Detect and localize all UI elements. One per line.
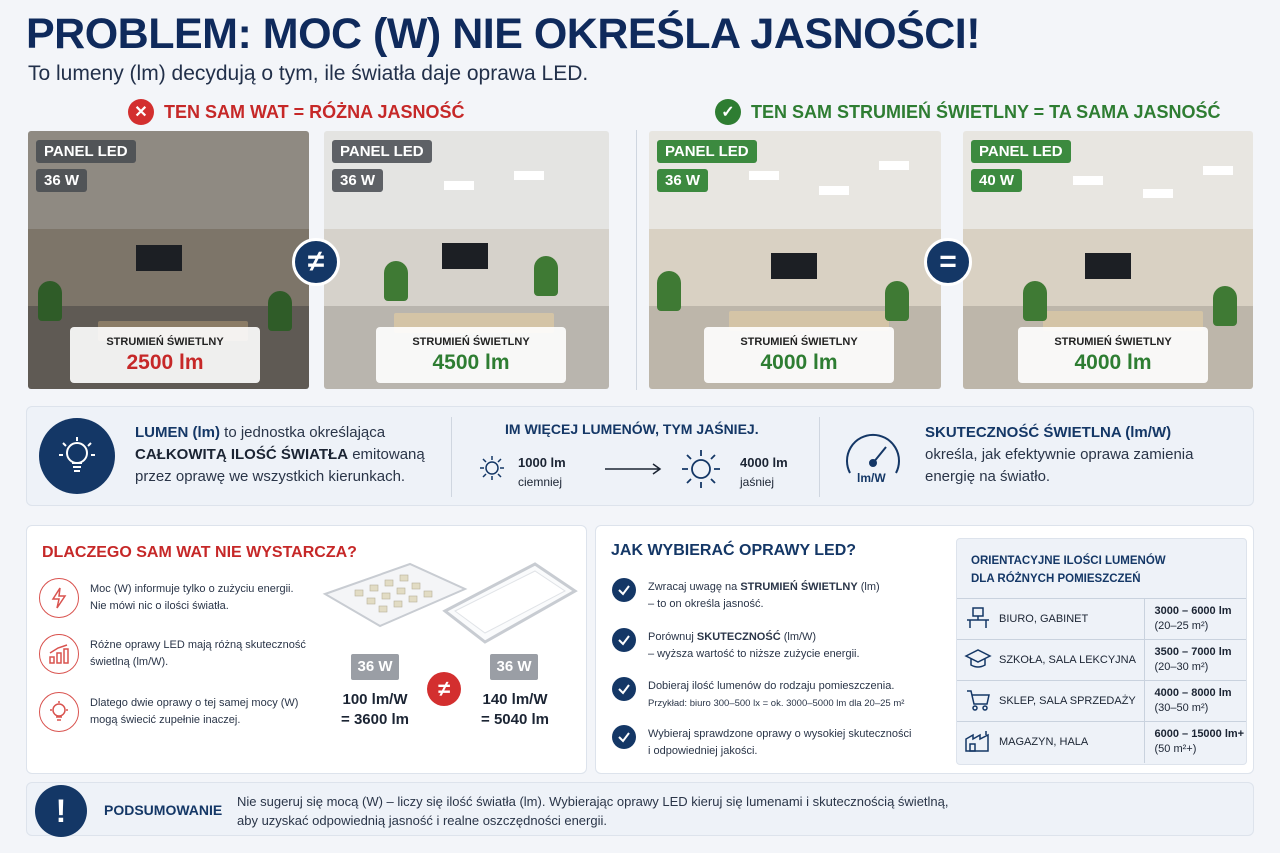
flux-value: 2500 lm bbox=[126, 351, 204, 374]
led-panel-frame-illustration bbox=[440, 556, 580, 653]
left-watt-tag: 36 W bbox=[351, 654, 399, 680]
why-panel bbox=[26, 525, 587, 774]
check-icon bbox=[612, 628, 636, 652]
choose-item-2: Porównuj SKUTECZNOŚĆ (lm/W) – wyższa wartość to niższe zużycie energii. bbox=[648, 631, 860, 660]
choose-item-4: Wybieraj sprawdzone oprawy o wysokiej skuteczności i odpowiedniej jakości. bbox=[648, 728, 912, 757]
room-photo-equal-a bbox=[649, 131, 941, 389]
summary-bar bbox=[26, 782, 1254, 836]
not-equal-icon: ≠ bbox=[427, 672, 461, 706]
low-lumen-label: ciemniej bbox=[518, 475, 563, 489]
info-bar bbox=[26, 406, 1254, 506]
why-item-2: Różne oprawy LED mają różną skuteczność świetlną (lm/W). bbox=[90, 639, 306, 668]
why-item-1: Moc (W) informuje tylko o zużyciu energii. Nie mówi nic o ilości światła. bbox=[90, 583, 294, 612]
flux-value: 4500 lm bbox=[432, 351, 510, 374]
room-photo-equal-b bbox=[963, 131, 1253, 389]
flux-box bbox=[1018, 327, 1208, 383]
lumen-definition: LUMEN (lm) to jednostka określająca CAŁKOWITĄ ILOŚĆ ŚWIATŁA emitowaną przez oprawę we wszystkich kierunkach. bbox=[135, 424, 425, 485]
watt-tag: 36 W bbox=[657, 169, 708, 192]
flux-label: STRUMIEŃ ŚWIETLNY bbox=[106, 336, 224, 348]
summary-label: PODSUMOWANIE bbox=[104, 802, 223, 818]
same-flux-heading-text: TEN SAM STRUMIEŃ ŚWIETLNY = TA SAMA JASNOŚĆ bbox=[751, 101, 1221, 122]
flux-label: STRUMIEŃ ŚWIETLNY bbox=[740, 336, 858, 348]
why-item-3: Dlatego dwie oprawy o tej samej mocy (W) mogą świecić zupełnie inaczej. bbox=[90, 697, 299, 726]
page-title: PROBLEM: MOC (W) NIE OKREŚLA JASNOŚCI! bbox=[26, 10, 981, 58]
x-circle-icon: ✕ bbox=[128, 99, 154, 125]
same-flux-heading bbox=[715, 99, 1221, 125]
gauge-icon bbox=[842, 429, 904, 496]
lumen-table bbox=[957, 598, 1246, 763]
choose-panel bbox=[595, 525, 1254, 774]
bright-sun-icon bbox=[679, 447, 723, 496]
section-divider bbox=[636, 130, 637, 390]
table-row: SKLEP, SALA SPRZEDAŻY 4000 – 8000 lm (30–50 m²) bbox=[957, 681, 1246, 722]
equal-badge: = bbox=[924, 238, 972, 286]
same-watt-heading-text: TEN SAM WAT = RÓŻNA JASNOŚĆ bbox=[164, 101, 465, 122]
efficacy-definition: SKUTECZNOŚĆ ŚWIETLNA (lm/W) określa, jak efektywnie oprawa zamienia energię na światło. bbox=[925, 424, 1194, 485]
flux-box bbox=[70, 327, 260, 383]
arrow-right-icon bbox=[605, 462, 665, 480]
bulb-warning-icon bbox=[39, 692, 79, 732]
flux-box bbox=[376, 327, 566, 383]
watt-tag: 36 W bbox=[36, 169, 87, 192]
watt-tag: 36 W bbox=[332, 169, 383, 192]
same-watt-heading bbox=[128, 99, 465, 125]
panel-led-tag: PANEL LED bbox=[36, 140, 136, 163]
flux-label: STRUMIEŃ ŚWIETLNY bbox=[1054, 336, 1172, 348]
table-row: MAGAZYN, HALA 6000 – 15000 lm+ (50 m²+) bbox=[957, 722, 1246, 763]
page-subtitle: To lumeny (lm) decydują o tym, ile światła daje oprawa LED. bbox=[28, 62, 589, 85]
flux-box bbox=[704, 327, 894, 383]
flux-value: 4000 lm bbox=[760, 351, 838, 374]
desk-icon bbox=[957, 599, 999, 640]
left-calculation: 100 lm/W = 3600 lm bbox=[341, 691, 409, 728]
room-photo-dim bbox=[28, 131, 309, 389]
dim-sun-icon bbox=[477, 453, 507, 488]
shopping-cart-icon bbox=[957, 681, 999, 722]
summary-text: Nie sugeruj się mocą (W) – liczy się ilość światła (lm). Wybierając oprawy LED kieruj się lumenami i skutecznością świetlną, aby uzyskać odpowiednią jasność i realne oszczędności energii. bbox=[237, 794, 949, 828]
check-icon bbox=[612, 725, 636, 749]
right-calculation: 140 lm/W = 5040 lm bbox=[481, 691, 549, 728]
lightning-icon bbox=[39, 578, 79, 618]
choose-item-3: Dobieraj ilość lumenów do rodzaju pomieszczenia. Przykład: biuro 300–500 lx = ok. 3000–5000 lm dla 20–25 m² bbox=[648, 680, 905, 709]
exclamation-icon: ! bbox=[35, 785, 87, 837]
table-row: BIURO, GABINET 3000 – 6000 lm (20–25 m²) bbox=[957, 599, 1246, 640]
lightbulb-icon bbox=[39, 418, 115, 494]
graduation-cap-icon bbox=[957, 640, 999, 681]
not-equal-badge: ≠ bbox=[292, 238, 340, 286]
panel-led-tag: PANEL LED bbox=[657, 140, 757, 163]
panel-led-tag: PANEL LED bbox=[971, 140, 1071, 163]
check-icon bbox=[612, 677, 636, 701]
flux-label: STRUMIEŃ ŚWIETLNY bbox=[412, 336, 530, 348]
warehouse-icon bbox=[957, 722, 999, 763]
low-lumen-value: 1000 lm bbox=[518, 455, 566, 470]
lumen-table-title: ORIENTACYJNE ILOŚCI LUMENÓW DLA RÓŻNYCH POMIESZCZEŃ bbox=[971, 555, 1166, 585]
check-circle-icon: ✓ bbox=[715, 99, 741, 125]
watt-tag: 40 W bbox=[971, 169, 1022, 192]
choose-item-1: Zwracaj uwagę na STRUMIEŃ ŚWIETLNY (lm) – to on określa jasność. bbox=[648, 581, 880, 610]
lumen-table-box bbox=[956, 538, 1247, 765]
panel-led-tag: PANEL LED bbox=[332, 140, 432, 163]
high-lumen-label: jaśniej bbox=[740, 475, 775, 489]
high-lumen-value: 4000 lm bbox=[740, 455, 788, 470]
choose-title: JAK WYBIERAĆ OPRAWY LED? bbox=[611, 542, 857, 559]
table-row: SZKOŁA, SALA LEKCYJNA 3500 – 7000 lm (20–30 m²) bbox=[957, 640, 1246, 681]
flux-value: 4000 lm bbox=[1074, 351, 1152, 374]
why-title: DLACZEGO SAM WAT NIE WYSTARCZA? bbox=[42, 544, 357, 561]
more-lumens-title: IM WIĘCEJ LUMENÓW, TYM JAŚNIEJ. bbox=[505, 421, 759, 437]
check-icon bbox=[612, 578, 636, 602]
room-photo-bright bbox=[324, 131, 609, 389]
bar-chart-icon bbox=[39, 634, 79, 674]
right-watt-tag: 36 W bbox=[490, 654, 538, 680]
gauge-label: lm/W bbox=[857, 471, 886, 485]
